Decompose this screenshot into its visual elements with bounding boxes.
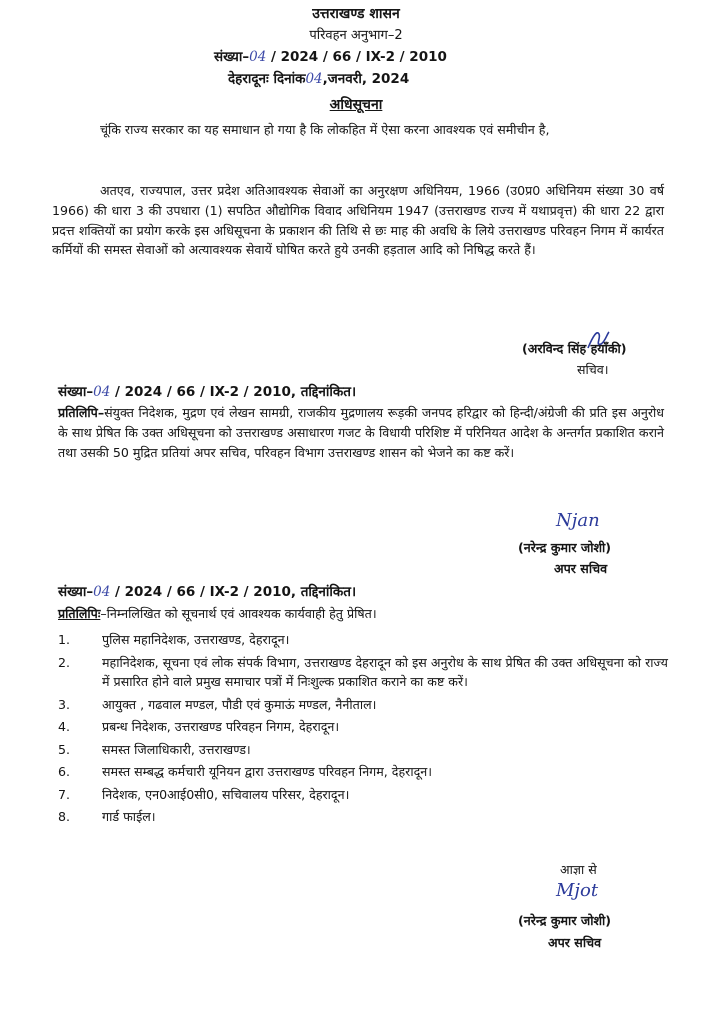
list-item [58, 717, 668, 737]
list-item [58, 762, 668, 782]
date-line [228, 69, 409, 87]
department-name: परिवहन अनुभाग–2 [309, 28, 403, 43]
copy-1-reference-prefix: संख्या– [58, 384, 94, 400]
copy-2-reference-line [58, 582, 356, 600]
list-item-number: 3. [58, 696, 71, 712]
list-item-number: 7. [58, 786, 71, 802]
copy-1-reference-line [58, 382, 356, 400]
list-item-number: 2. [58, 654, 71, 670]
list-item-text: आयुक्त , गढवाल मण्डल, पौडी एवं कुमाऊं मण्डल, नैनीताल। [102, 696, 377, 712]
list-item-number: 5. [58, 741, 71, 757]
reference-number-line [214, 47, 447, 65]
notification-paragraph-2: अतएव, राज्यपाल, उत्तर प्रदेश अतिआवश्यक सेवाओं का अनुरक्षण अधिनियम, 1966 (उ0प्र0 अधिनियम संख्या 30 वर्ष 1966) की धारा 3 की उपधारा (1) सपठित औद्योगिक विवाद अधिनियम 1947 (उत्तराखण्ड राज्य में यथाप्रवृत्त) की धारा 22 द्वारा प्रदत्त शक्तियों का प्रयोग करके इस अधिसूचना के प्रकाशन की तिथि से छः माह की अवधि के लिये उत्तराखण्ड परिवहन निगम में कार्यरत कर्मियों की समस्त सेवाओं को अत्यावश्यक सेवायें घोषित करते हुये उनकी हड़ताल आदि को निषिद्ध करते हैं। [52, 183, 664, 258]
copy-2-intro-text: –निम्नलिखित को सूचनार्थ एवं आवश्यक कार्यवाही हेतु प्रेषित। [100, 606, 377, 621]
list-item-text: पुलिस महानिदेशक, उत्तराखण्ड, देहरादून। [102, 632, 290, 647]
copy-1-reference-suffix: / 2024 / 66 / IX-2 / 2010, तद्दिनांकित। [110, 384, 357, 400]
list-item [58, 630, 668, 650]
copy-2-label: प्रतिलिपिः [58, 606, 101, 621]
copy-1-signatory-name: (नरेन्द्र कुमार जोशी) [518, 540, 612, 555]
additional-secretary-signature-1: Njan [556, 510, 600, 531]
secretary-designation: सचिव। [577, 362, 609, 377]
list-item [58, 695, 668, 715]
notification-paragraph-1: चूंकि राज्य सरकार का यह समाधान हो गया है कि लोकहित में ऐसा करना आवश्यक एवं समीचीन है, [100, 122, 550, 137]
copy-2-intro [58, 604, 664, 624]
copy-2-handwritten-number: 04 [93, 584, 111, 600]
date-prefix: देहरादूनः दिनांक [228, 71, 306, 87]
list-item-number: 6. [58, 764, 71, 779]
list-item [58, 785, 668, 805]
distribution-list [58, 630, 668, 830]
list-item-text: महानिदेशक, सूचना एवं लोक संपर्क विभाग, उत्तराखण्ड देहरादून को इस अनुरोध के साथ प्रेषित की उक्त अधिसूचना को राज्य में प्रसारित होने वाले प्रमुख समाचार पत्रों में निःशुल्क प्रकाशित कराने का कष्ट करें। [102, 654, 668, 689]
copy-1-label: प्रतिलिपि– [58, 405, 105, 420]
notification-heading: अधिसूचना [329, 97, 383, 113]
list-item-number: 8. [58, 809, 71, 824]
list-item [58, 807, 668, 827]
copy-1-handwritten-number: 04 [93, 384, 111, 400]
additional-secretary-signature-2: Mjot [556, 880, 599, 901]
list-item [58, 653, 668, 692]
handwritten-date: 04 [305, 71, 323, 87]
reference-suffix: / 2024 / 66 / IX-2 / 2010 [266, 49, 447, 65]
order-line: आज्ञा से [560, 862, 597, 877]
list-item-text: प्रबन्ध निदेशक, उत्तराखण्ड परिवहन निगम, देहरादून। [102, 719, 340, 734]
copy-2-signatory-designation: अपर सचिव [548, 935, 602, 950]
government-title: उत्तराखण्ड शासन [312, 6, 400, 22]
list-item-text: निदेशक, एन0आई0सी0, सचिवालय परिसर, देहरादून। [102, 786, 350, 802]
list-item [58, 740, 668, 760]
copy-2-signatory-name: (नरेन्द्र कुमार जोशी) [518, 913, 612, 928]
copy-2-reference-suffix: / 2024 / 66 / IX-2 / 2010, तद्दिनांकित। [110, 584, 357, 600]
handwritten-reference-number: 04 [249, 49, 267, 65]
copy-1-paragraph [58, 403, 664, 462]
list-item-text: समस्त सम्बद्ध कर्मचारी यूनियन द्वारा उत्तराखण्ड परिवहन निगम, देहरादून। [102, 764, 433, 779]
list-item-text: समस्त जिलाधिकारी, उत्तराखण्ड। [102, 741, 251, 757]
list-item-number: 4. [58, 719, 71, 734]
list-item-text: गार्ड फाईल। [102, 809, 156, 824]
secretary-signature-icon [585, 326, 611, 354]
copy-1-text: संयुक्त निदेशक, मुद्रण एवं लेखन सामग्री, राजकीय मुद्रणालय रूड़की जनपद हरिद्वार को हिन्दी/अंग्रेजी की प्रति इस अनुरोध के साथ प्रेषित कि उक्त अधिसूचना को उत्तराखण्ड असाधारण गजट के विधायी परिशिष्ट में परिनियत आदेश के अन्तर्गत प्रकाशित कराने तथा उसकी 50 मुद्रित प्रतियां अपर सचिव, परिवहन विभाग उत्तराखण्ड शासन को भेजने का कष्ट करें। [58, 405, 664, 460]
copy-2-reference-prefix: संख्या– [58, 584, 94, 600]
copy-1-signatory-designation: अपर सचिव [554, 561, 608, 576]
secretary-signatory-name: (अरविन्द सिंह हयाँकी) [522, 341, 627, 356]
reference-prefix: संख्या– [214, 49, 250, 65]
list-item-number: 1. [58, 632, 71, 647]
date-suffix: ,जनवरी, 2024 [322, 71, 410, 87]
